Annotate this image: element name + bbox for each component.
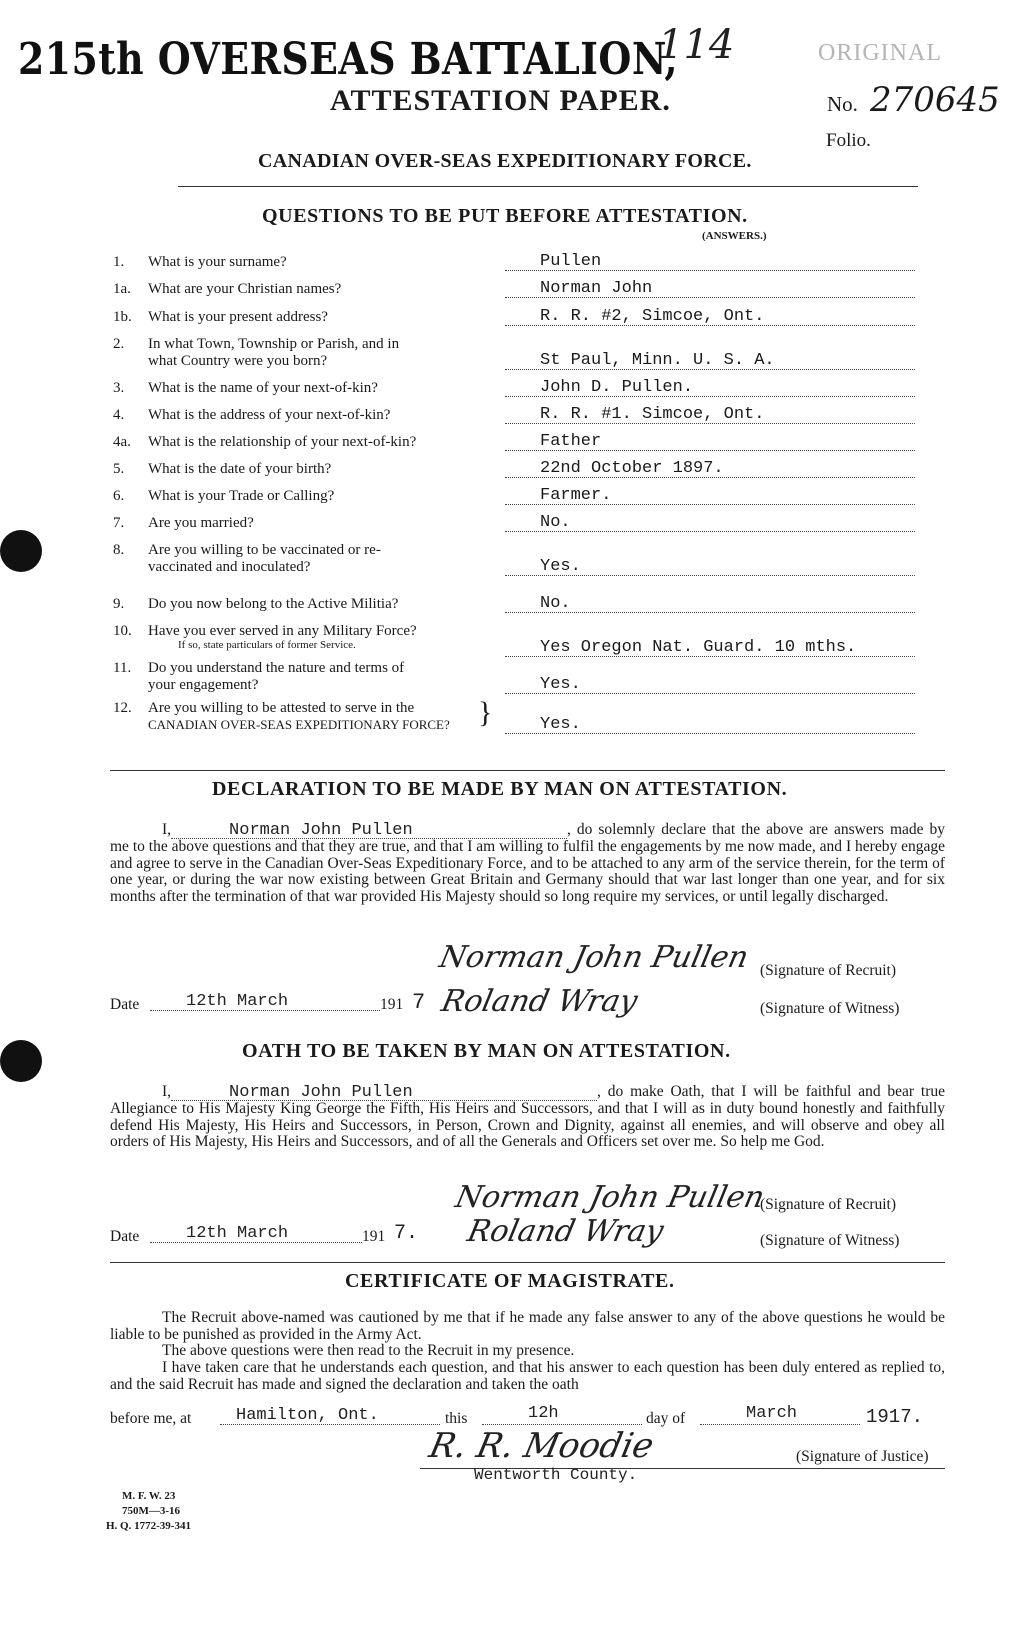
question-text: vaccinated and inoculated? — [148, 559, 311, 575]
answer-value: 22nd October 1897. — [540, 459, 724, 478]
certificate-day: 12h — [528, 1404, 559, 1423]
no-label: No. — [827, 92, 858, 116]
certificate-p3: I have taken care that he understands each question, and that his answer to each question has been duly entered as replied to, and the said Recruit has made and signed the declaration and taken the oath — [110, 1359, 945, 1393]
question-text: What is your Trade or Calling? — [148, 488, 335, 504]
battalion-stamp: 215th OVERSEAS BATTALION, — [18, 34, 679, 85]
question-text: What is the relationship of your next-of-kin? — [148, 434, 417, 450]
question-number: 4a. — [113, 434, 131, 450]
question-text: your engagement? — [148, 677, 259, 693]
header-rule — [178, 186, 918, 187]
oath-text: , do make Oath, that I will be faithful and bear true Allegiance to His Majesty King George the Fifth, His Heirs and Successors, and that I will as in duty bound honestly and faithfully defend His Majesty, His Heirs and Successors, in Person, Crown and Dignity, against all enemies, and will observe and obey all orders of His Majesty, His Heirs and Successors, and of all the Generals and Officers set over me. So help me God. — [110, 1083, 945, 1151]
answer-value: Pullen — [540, 252, 602, 271]
question-number: 1a. — [113, 281, 131, 297]
answer-value: No. — [540, 513, 571, 532]
folio-label: Folio. — [826, 130, 871, 151]
question-text: Have you ever served in any Military Force? — [148, 623, 417, 639]
answer-value: Yes. — [540, 557, 581, 576]
question-number: 9. — [113, 596, 125, 612]
declaration-name: Norman John Pullen — [171, 823, 567, 839]
regimental-number: 270645 — [870, 80, 1000, 120]
question-number: 12. — [113, 700, 132, 716]
question-number: 4. — [113, 407, 125, 423]
oath-name: Norman John Pullen — [171, 1085, 597, 1101]
answer-value: Norman John — [540, 279, 653, 298]
this-label: this — [445, 1410, 468, 1427]
oath-i: I, — [162, 1083, 172, 1100]
question-text: Do you now belong to the Active Militia? — [148, 596, 399, 612]
question-number: 5. — [113, 461, 125, 477]
declaration-i: I, — [162, 821, 172, 838]
declaration-text: , do solemnly declare that the above are answers made by me to the above questions and that they are true, and that I am willing to fulfil the engagements by me now made, and I hereby engage and agree to serve in the Canadian Over-Seas Expeditionary Force, and to be attached to any arm of the service therein, for the term of one year, or during the war now existing between Great Britain and Germany should that war last longer than one year, and for six months after the termination of that war provided His Majesty should so long require my services, or until legally discharged. — [110, 821, 945, 905]
justice-signature: R. R. Moodie — [425, 1426, 658, 1466]
original-label: ORIGINAL — [818, 40, 942, 66]
oath-heading: OATH TO BE TAKEN BY MAN ON ATTESTATION. — [242, 1040, 731, 1062]
question-number: 6. — [113, 488, 125, 504]
print-run: 750M—3-16 — [122, 1505, 181, 1517]
question-text: Are you willing to be attested to serve in the — [148, 700, 415, 716]
certificate-year: 1917. — [866, 1406, 924, 1428]
document-title: ATTESTATION PAPER. — [330, 84, 671, 117]
question-text: Are you willing to be vaccinated or re- — [148, 542, 381, 558]
question-number: 1. — [113, 254, 125, 270]
certificate-place: Hamilton, Ont. — [236, 1406, 379, 1425]
question-text: CANADIAN OVER-SEAS EXPEDITIONARY FORCE? — [148, 717, 450, 732]
day-dots — [482, 1424, 642, 1425]
oath-witness-signature: Roland Wray — [464, 1214, 667, 1249]
question-number: 8. — [113, 542, 125, 558]
certificate-heading: CERTIFICATE OF MAGISTRATE. — [345, 1270, 675, 1292]
declaration-rule — [110, 770, 945, 771]
declaration-recruit-signature: Norman John Pullen — [436, 940, 752, 975]
oath-date: 12th March — [186, 1224, 289, 1243]
answer-value: Father — [540, 432, 602, 451]
declaration-year-prefix: 191 — [380, 996, 404, 1013]
certificate-rule — [110, 1262, 945, 1263]
declaration-year-digit: 7 — [412, 990, 426, 1015]
oath-year-digit: 7. — [394, 1222, 419, 1245]
question-text: what Country were you born? — [148, 353, 328, 369]
question-text: If so, state particulars of former Service. — [178, 639, 356, 651]
declaration-witness-label: (Signature of Witness) — [760, 1000, 900, 1017]
questions-heading: QUESTIONS TO BE PUT BEFORE ATTESTATION. — [262, 205, 748, 227]
force-name: CANADIAN OVER-SEAS EXPEDITIONARY FORCE. — [258, 150, 752, 172]
answer-value: John D. Pullen. — [540, 378, 694, 397]
question-number: 2. — [113, 336, 125, 352]
question-number: 3. — [113, 380, 125, 396]
certificate-county: Wentworth County. — [474, 1466, 638, 1484]
question-text: Do you understand the nature and terms of — [148, 660, 405, 676]
oath-date-label: Date — [110, 1228, 140, 1245]
question-number: 1b. — [113, 309, 132, 325]
answer-value: Yes Oregon Nat. Guard. 10 mths. — [540, 638, 857, 657]
answer-value: R. R. #2, Simcoe, Ont. — [540, 307, 765, 326]
oath-recruit-label: (Signature of Recruit) — [760, 1196, 897, 1213]
declaration-date-label: Date — [110, 996, 140, 1013]
answer-value: R. R. #1. Simcoe, Ont. — [540, 405, 765, 424]
justice-label: (Signature of Justice) — [796, 1448, 929, 1465]
oath-year-prefix: 191 — [362, 1228, 386, 1245]
question-number: 11. — [113, 660, 132, 676]
question-text: What is the address of your next-of-kin? — [148, 407, 391, 423]
answer-value: Yes. — [540, 675, 581, 694]
answer-value: Farmer. — [540, 486, 612, 505]
certificate-p2: The above questions were then read to the Recruit in my presence. — [162, 1342, 575, 1359]
answers-label: (ANSWERS.) — [702, 230, 767, 242]
oath-recruit-signature: Norman John Pullen — [452, 1180, 768, 1215]
punch-hole-bottom — [0, 1040, 42, 1082]
declaration-witness-signature: Roland Wray — [438, 984, 641, 1019]
month-dots — [700, 1424, 860, 1425]
declaration-body — [110, 822, 945, 905]
hq-number: H. Q. 1772-39-341 — [106, 1520, 191, 1532]
question-text: In what Town, Township or Parish, and in — [148, 336, 400, 352]
oath-body — [110, 1084, 945, 1151]
answer-value: St Paul, Minn. U. S. A. — [540, 351, 775, 370]
question-text: What is the name of your next-of-kin? — [148, 380, 378, 396]
declaration-date-dots — [150, 1010, 380, 1011]
certificate-p1: The Recruit above-named was cautioned by me that if he made any false answer to any of the above questions he would be liable to be punished as provided in the Army Act. — [110, 1309, 945, 1343]
oath-date-dots — [150, 1242, 362, 1243]
before-me-label: before me, at — [110, 1410, 192, 1427]
declaration-date: 12th March — [186, 992, 289, 1011]
question-text: What are your Christian names? — [148, 281, 342, 297]
punch-hole-top — [0, 530, 42, 572]
question-text: What is your present address? — [148, 309, 328, 325]
question-text: What is the date of your birth? — [148, 461, 332, 477]
handwritten-number: 114 — [658, 22, 735, 68]
declaration-heading: DECLARATION TO BE MADE BY MAN ON ATTESTATION. — [212, 778, 788, 800]
answer-value: Yes. — [540, 715, 581, 734]
oath-witness-label: (Signature of Witness) — [760, 1232, 900, 1249]
certificate-month: March — [746, 1404, 798, 1423]
brace-glyph: } — [478, 696, 493, 729]
declaration-recruit-label: (Signature of Recruit) — [760, 962, 897, 979]
question-text: What is your surname? — [148, 254, 287, 270]
place-dots — [220, 1424, 440, 1425]
answer-value: No. — [540, 594, 571, 613]
question-number: 7. — [113, 515, 125, 531]
form-number: M. F. W. 23 — [122, 1490, 176, 1502]
day-of-label: day of — [646, 1410, 686, 1427]
question-number: 10. — [113, 623, 132, 639]
question-text: Are you married? — [148, 515, 254, 531]
